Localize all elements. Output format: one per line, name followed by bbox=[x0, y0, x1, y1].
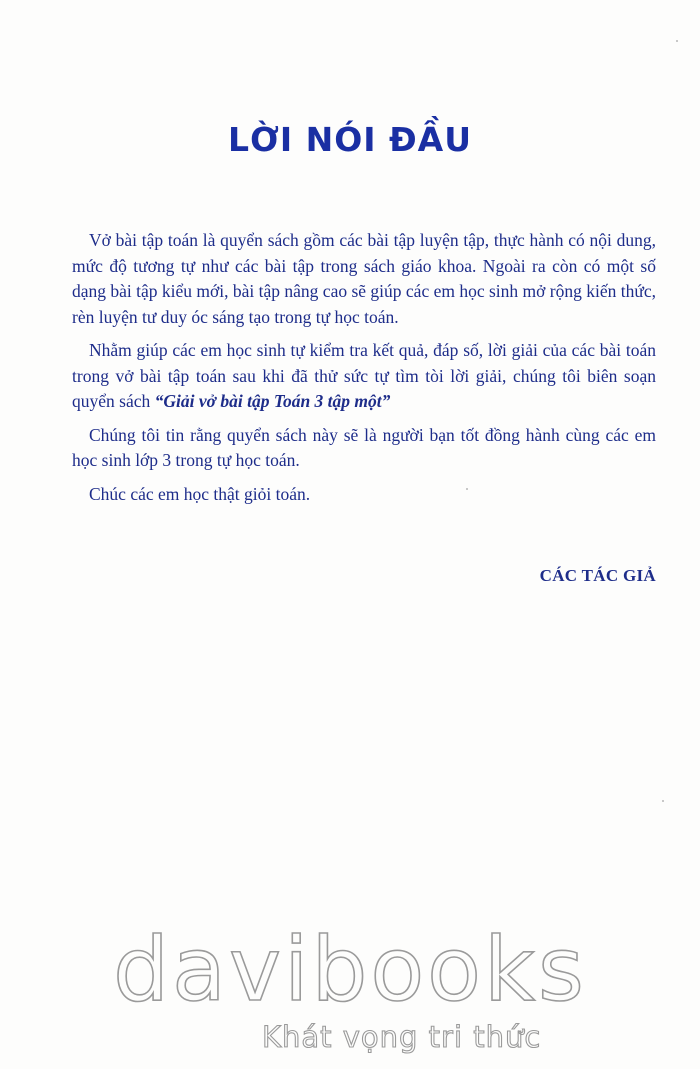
watermark-logo: davibooks bbox=[113, 918, 587, 1021]
watermark-tagline: Khát vọng tri thức bbox=[262, 1020, 542, 1054]
page-title: LỜI NÓI ĐẦU bbox=[227, 120, 473, 159]
authors-signature: CÁC TÁC GIẢ bbox=[539, 566, 656, 585]
preface-body bbox=[72, 228, 656, 515]
watermark bbox=[0, 918, 700, 1054]
paragraph-4: Chúc các em học thật giỏi toán. bbox=[89, 483, 311, 504]
scan-speck bbox=[466, 488, 468, 490]
scan-speck bbox=[676, 40, 678, 42]
paragraph-2-text: Nhằm giúp các em học sinh tự kiểm tra kết quả, đáp số, lời giải của các bài toán trong vở bài tập toán sau khi đã thử sức tự tìm tòi lời giải, chúng tôi biên soạn quyển sách bbox=[72, 340, 656, 411]
paragraph-1: Vở bài tập toán là quyển sách gồm các bài tập luyện tập, thực hành có nội dung, mức độ tương tự như các bài tập trong sách giáo khoa. Ngoài ra còn có một số dạng bài tập kiểu mới, bài tập nâng cao sẽ giúp các em học sinh mở rộng kiến thức, rèn luyện tư duy óc sáng tạo trong tự học toán. bbox=[72, 230, 656, 327]
scan-speck bbox=[662, 800, 664, 802]
paragraph-2 bbox=[72, 338, 656, 415]
paragraph-3: Chúng tôi tin rằng quyển sách này sẽ là người bạn tốt đồng hành cùng các em học sinh lớp 3 trong tự học toán. bbox=[72, 424, 656, 470]
book-title-emphasis: “Giải vở bài tập Toán 3 tập một” bbox=[154, 391, 391, 411]
